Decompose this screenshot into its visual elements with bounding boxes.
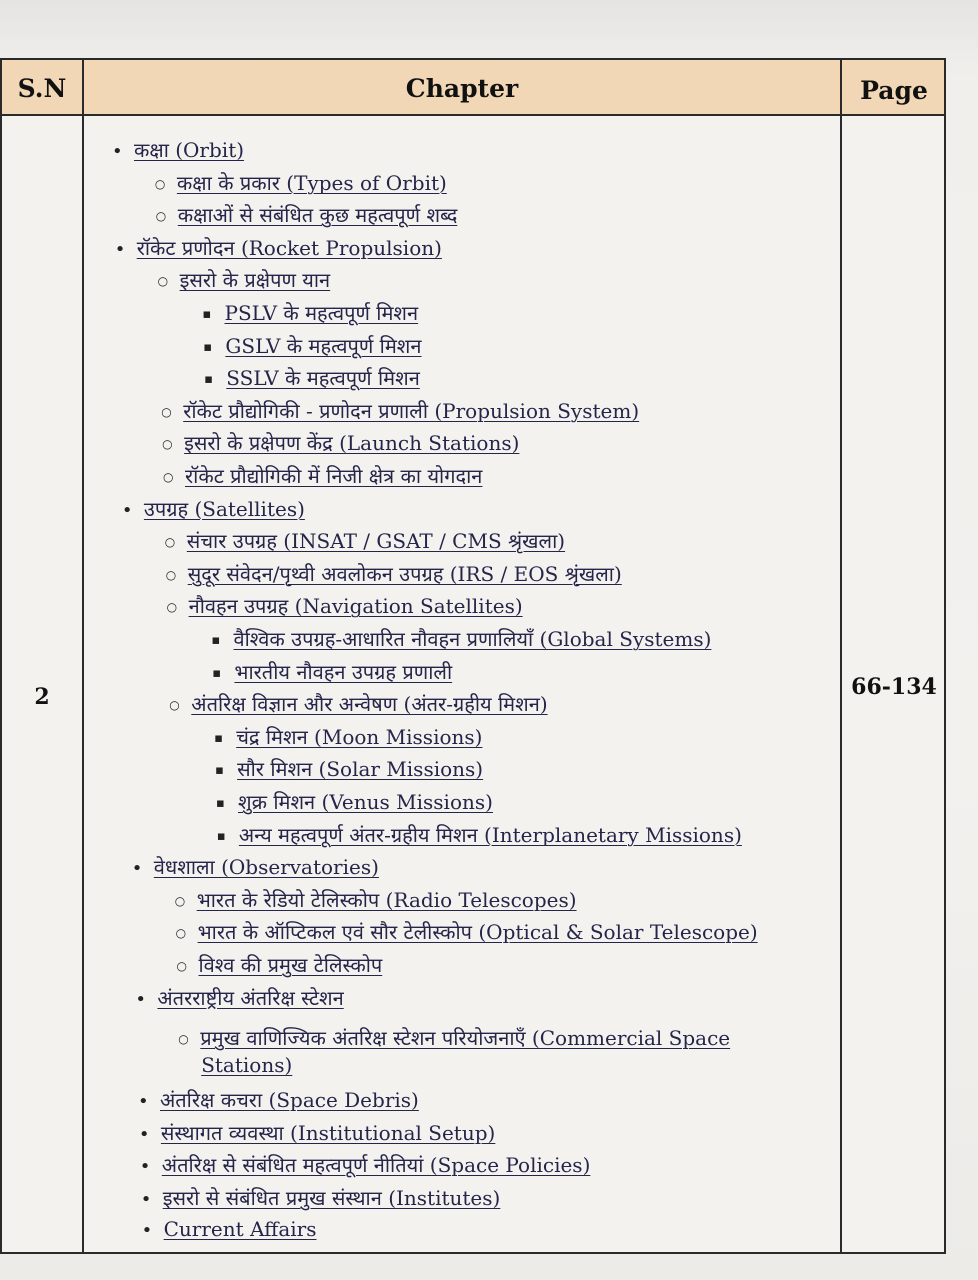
- toc-entry-label: PSLV के महत्वपूर्ण मिशन: [224, 301, 419, 325]
- square-bullet-icon: [214, 728, 236, 749]
- bullet-icon: [115, 239, 137, 260]
- toc-entry[interactable]: [214, 723, 482, 750]
- circle-bullet-icon: [176, 923, 198, 944]
- square-bullet-icon: [203, 304, 225, 325]
- toc-entry[interactable]: [141, 1184, 501, 1211]
- column-divider: [840, 60, 842, 1252]
- circle-bullet-icon: [158, 271, 180, 292]
- toc-entry-label: Current Affairs: [163, 1216, 317, 1241]
- circle-bullet-icon: [163, 467, 185, 488]
- toc-entry-label: भारत के ऑप्टिकल एवं सौर टेलीस्कोप (Optical & Solar Telescope): [197, 920, 758, 945]
- circle-bullet-icon: [169, 695, 191, 716]
- square-bullet-icon: [212, 630, 234, 651]
- toc-entry[interactable]: [156, 201, 458, 228]
- toc-entry[interactable]: [158, 266, 331, 293]
- toc-entry-label: अंतरिक्ष विज्ञान और अन्वेषण (अंतर-ग्रहीय मिशन): [191, 692, 548, 717]
- toc-entry[interactable]: [216, 788, 493, 815]
- toc-entry-label: नौवहन उपग्रह (Navigation Satellites): [188, 594, 523, 619]
- circle-bullet-icon: [165, 532, 187, 553]
- toc-entry-label: इसरो से संबंधित प्रमुख संस्थान (Institutes): [162, 1185, 501, 1210]
- square-bullet-icon: [212, 663, 234, 684]
- toc-entry[interactable]: [169, 690, 547, 717]
- circle-bullet-icon: [155, 174, 177, 195]
- toc-entry[interactable]: [132, 853, 379, 880]
- toc-entry-label: रॉकेट प्रणोदन (Rocket Propulsion): [136, 235, 442, 260]
- header-page: Page: [860, 76, 928, 105]
- square-bullet-icon: [203, 337, 225, 358]
- bullet-icon: [138, 1091, 160, 1112]
- toc-entry[interactable]: [215, 755, 483, 782]
- toc-entry[interactable]: [175, 886, 577, 913]
- circle-bullet-icon: [178, 1029, 200, 1050]
- toc-entry[interactable]: [155, 169, 447, 196]
- toc-entry-label: अंतरिक्ष कचरा (Space Debris): [160, 1088, 419, 1113]
- toc-entry-label: कक्षाओं से संबंधित कुछ महत्वपूर्ण शब्द: [177, 203, 458, 228]
- page-range: 66-134: [851, 674, 937, 700]
- toc-entry-label: वैश्विक उपग्रह-आधारित नौवहन प्रणालियाँ (Global Systems): [233, 627, 712, 651]
- toc-entry[interactable]: [177, 951, 383, 978]
- bullet-icon: [140, 1156, 162, 1177]
- toc-entry-label: चंद्र मिशन (Moon Missions): [236, 724, 483, 749]
- circle-bullet-icon: [166, 565, 188, 586]
- toc-entry-label: भारत के रेडियो टेलिस्कोप (Radio Telescopes): [196, 887, 577, 912]
- toc-entry[interactable]: [163, 462, 482, 489]
- square-bullet-icon: [217, 826, 239, 847]
- toc-entry-label: SSLV के महत्वपूर्ण मिशन: [226, 366, 420, 391]
- header-chapter: Chapter: [405, 74, 519, 103]
- toc-entry-label: वेधशाला (Observatories): [153, 855, 379, 880]
- contents-table: [0, 58, 946, 1254]
- toc-entry-label: GSLV के महत्वपूर्ण मिशन: [225, 333, 422, 358]
- bullet-icon: [141, 1189, 163, 1210]
- toc-entry-label: सौर मिशन (Solar Missions): [237, 757, 484, 782]
- square-bullet-icon: [216, 793, 238, 814]
- toc-entry[interactable]: [138, 1086, 419, 1113]
- bullet-icon: [132, 858, 154, 879]
- bullet-icon: [112, 141, 134, 162]
- bullet-icon: [135, 989, 157, 1010]
- toc-entry-label: प्रमुख वाणिज्यिक अंतरिक्ष स्टेशन परियोजनाएँ (Commercial Space: [200, 1026, 731, 1051]
- bullet-icon: [139, 1124, 161, 1145]
- serial-number: 2: [34, 684, 50, 710]
- toc-entry-label: अन्य महत्वपूर्ण अंतर-ग्रहीय मिशन (Interplanetary Missions): [238, 822, 742, 847]
- toc-entry[interactable]: [161, 397, 639, 424]
- toc-entry[interactable]: [122, 495, 305, 522]
- toc-entry[interactable]: [178, 1024, 730, 1051]
- toc-entry-label: रॉकेट प्रौद्योगिकी - प्रणोदन प्रणाली (Propulsion System): [183, 398, 640, 423]
- toc-entry-label: कक्षा के प्रकार (Types of Orbit): [176, 170, 447, 195]
- bullet-icon: [142, 1220, 164, 1241]
- circle-bullet-icon: [177, 956, 199, 977]
- toc-entry-label: उपग्रह (Satellites): [143, 496, 305, 521]
- toc-entry[interactable]: [115, 234, 442, 261]
- toc-entry[interactable]: [142, 1217, 317, 1241]
- toc-entry[interactable]: [139, 1119, 495, 1146]
- toc-entry[interactable]: [112, 136, 244, 163]
- toc-entry[interactable]: [165, 527, 565, 554]
- toc-entry[interactable]: [212, 658, 452, 685]
- toc-entry[interactable]: [166, 560, 622, 587]
- circle-bullet-icon: [156, 206, 178, 227]
- toc-entry-label: कक्षा (Orbit): [134, 138, 245, 162]
- toc-entry[interactable]: [217, 821, 742, 848]
- toc-entry[interactable]: [203, 332, 421, 359]
- column-divider: [82, 60, 84, 1252]
- toc-entry[interactable]: [212, 625, 712, 652]
- circle-bullet-icon: [167, 597, 189, 618]
- toc-entry-label: इसरो के प्रक्षेपण केंद्र (Launch Stations): [184, 431, 520, 456]
- square-bullet-icon: [204, 369, 226, 390]
- toc-entry[interactable]: [203, 299, 419, 326]
- toc-entry-label: संस्थागत व्यवस्था (Institutional Setup): [160, 1120, 496, 1145]
- toc-entry[interactable]: [176, 918, 758, 945]
- toc-entry[interactable]: [135, 984, 343, 1011]
- header-sn: S.N: [17, 74, 67, 103]
- toc-entry-label: भारतीय नौवहन उपग्रह प्रणाली: [234, 659, 453, 684]
- toc-entry-label: रॉकेट प्रौद्योगिकी में निजी क्षेत्र का योगदान: [185, 464, 483, 488]
- bullet-icon: [122, 500, 144, 521]
- toc-entry[interactable]: [162, 429, 519, 456]
- toc-entry-label: इसरो के प्रक्षेपण यान: [179, 268, 331, 293]
- toc-entry-label: अंतरिक्ष से संबंधित महत्वपूर्ण नीतियां (Space Policies): [161, 1153, 591, 1178]
- square-bullet-icon: [215, 760, 237, 781]
- toc-entry-continuation: Stations): [201, 1052, 293, 1077]
- circle-bullet-icon: [162, 434, 184, 455]
- toc-entry[interactable]: [204, 364, 420, 391]
- toc-entry-label: सुदूर संवेदन/पृथ्वी अवलोकन उपग्रह (IRS / EOS श्रृंखला): [187, 561, 622, 586]
- toc-entry-label: अंतरराष्ट्रीय अंतरिक्ष स्टेशन: [157, 985, 344, 1010]
- circle-bullet-icon: [161, 402, 183, 423]
- toc-entry[interactable]: [167, 592, 523, 619]
- circle-bullet-icon: [175, 891, 197, 912]
- toc-entry[interactable]: [140, 1151, 591, 1178]
- toc-entry-label: विश्व की प्रमुख टेलिस्कोप: [198, 953, 383, 977]
- toc-entry-label: संचार उपग्रह (INSAT / GSAT / CMS श्रृंखला): [186, 529, 566, 554]
- toc-entry-label: शुक्र मिशन (Venus Missions): [238, 790, 493, 814]
